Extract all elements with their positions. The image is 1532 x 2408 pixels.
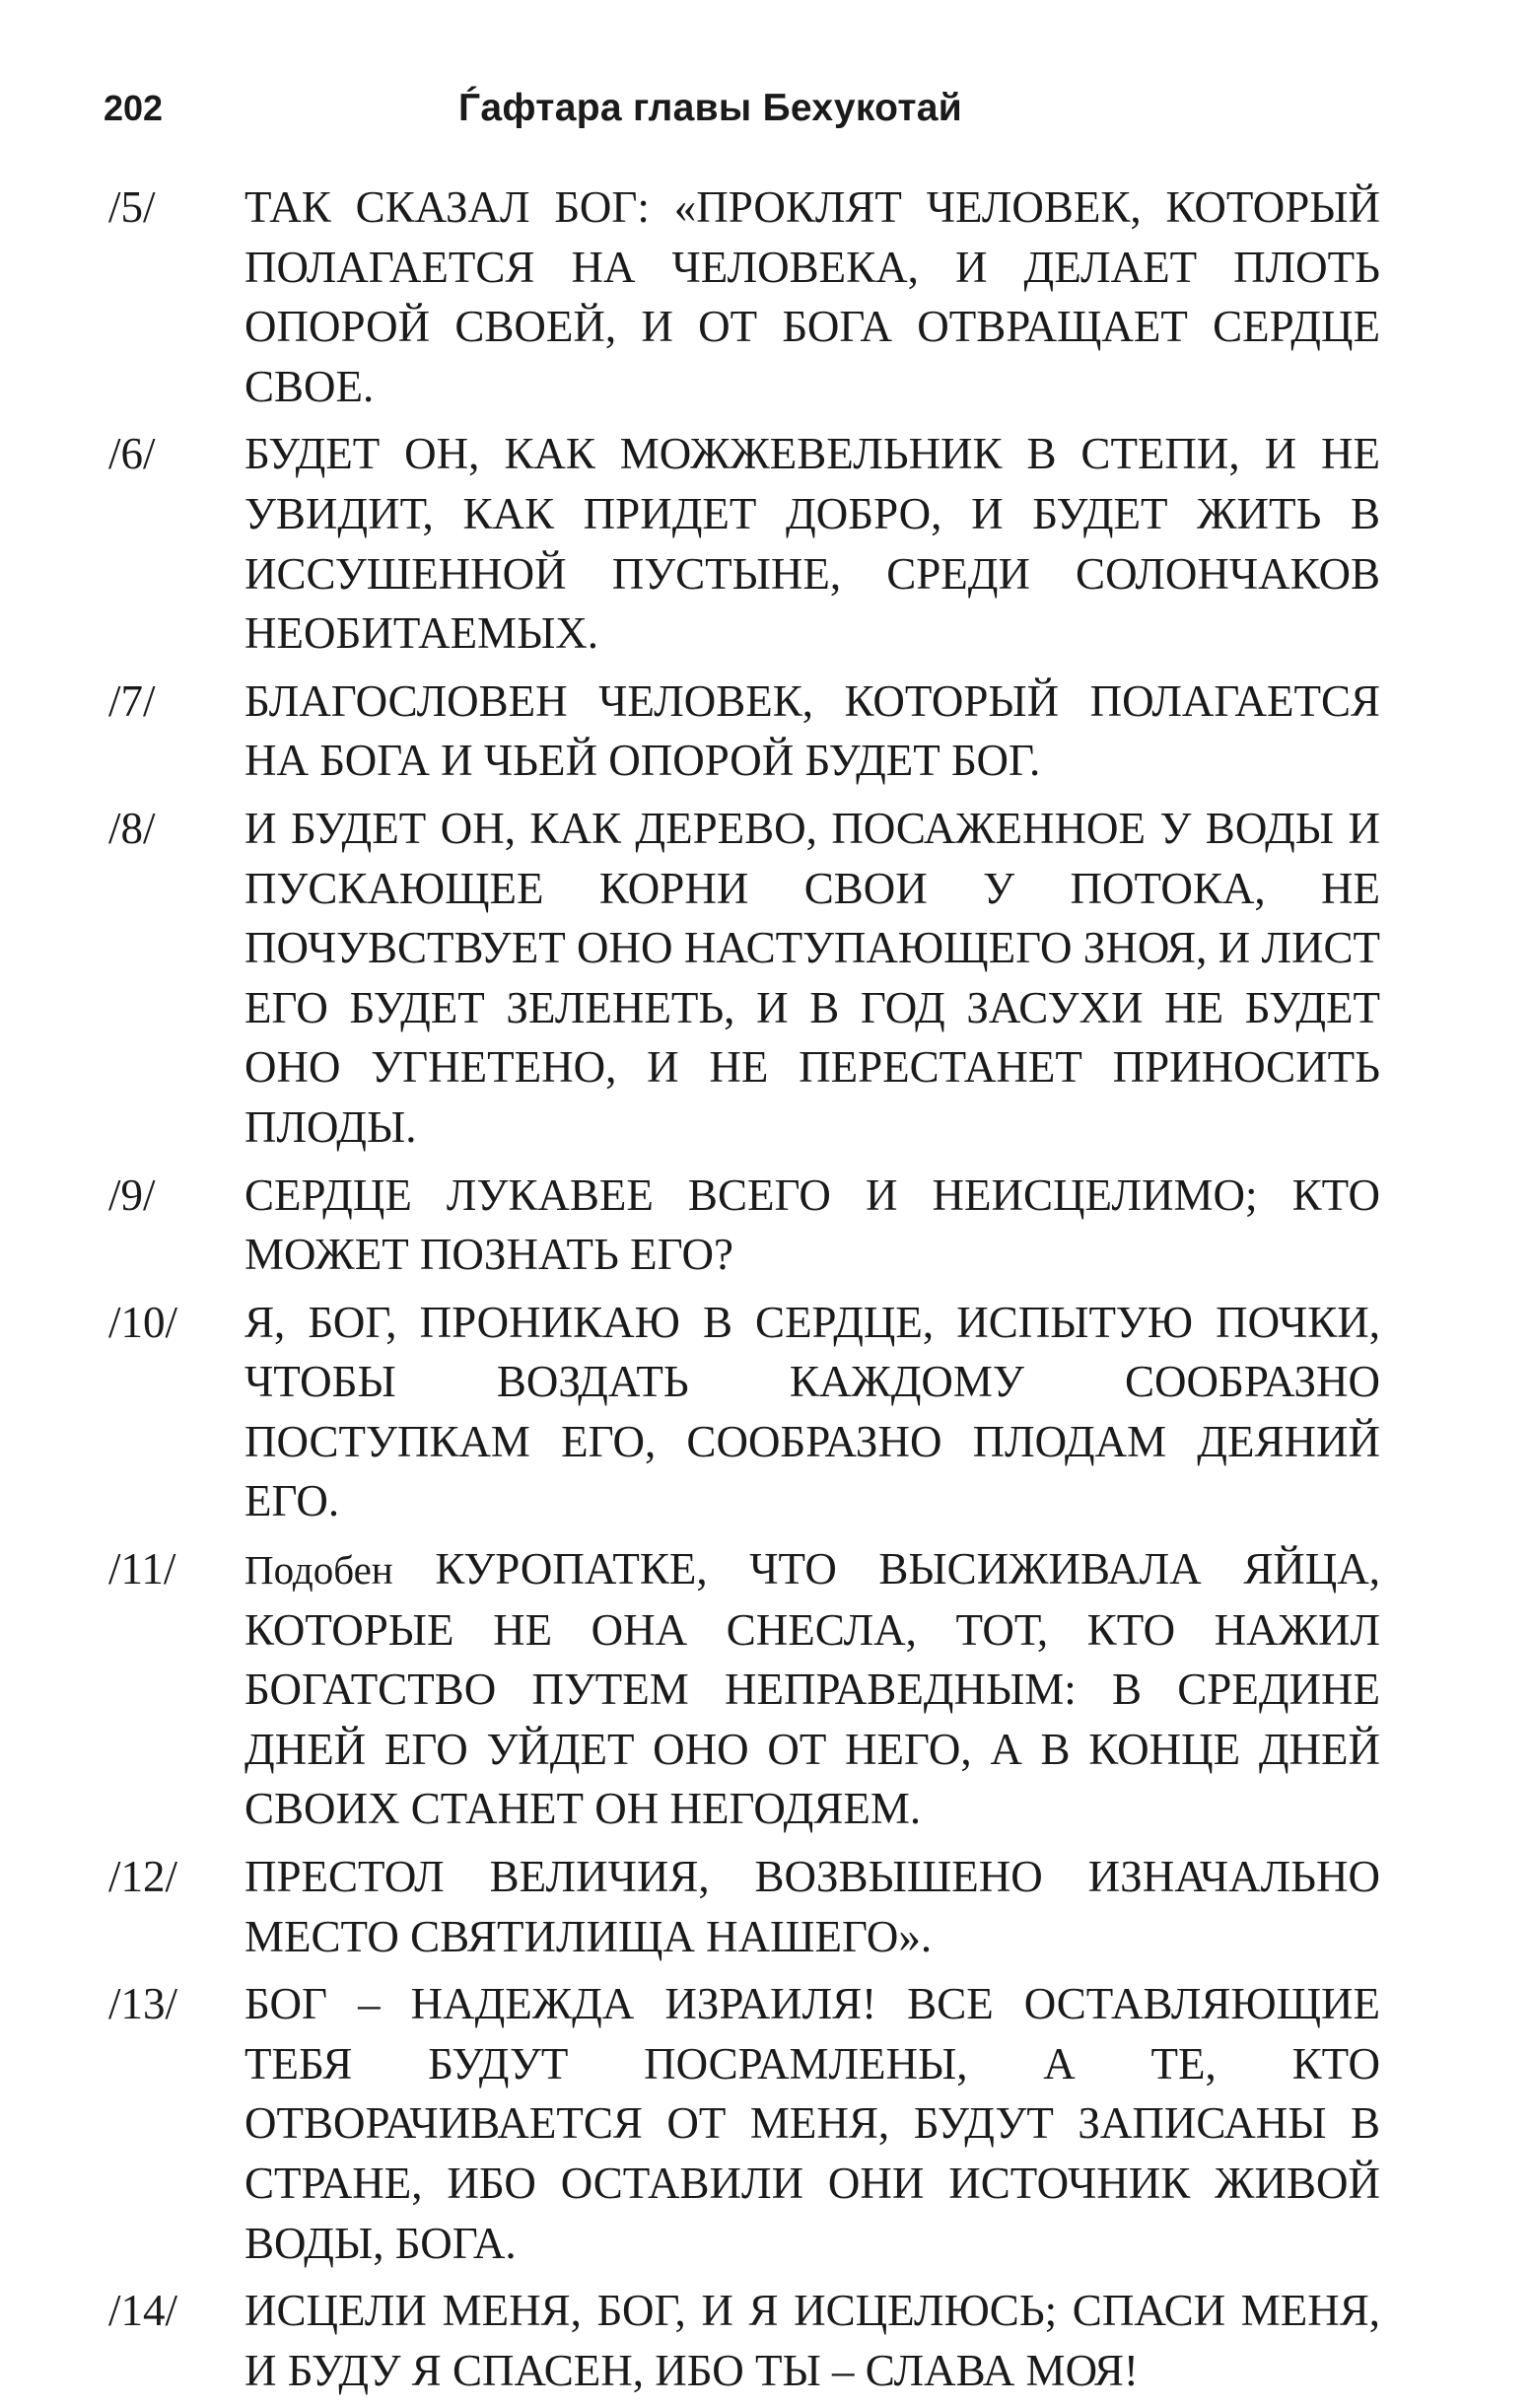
verse-number: /6/ (108, 429, 156, 479)
verse-11 (108, 1539, 1380, 1839)
page-number: 202 (104, 88, 164, 128)
verse-text: Я, БОГ, ПРОНИКАЮ В СЕРДЦЕ, ИСПЫТУЮ ПОЧКИ, ЧТОБЫ ВОЗДАТЬ КАЖДОМУ СООБРАЗНО ПОСТУПКАМ ЕГО, СООБРАЗНО ПЛОДАМ ДЕЯНИЙ ЕГО. (244, 1297, 1380, 1526)
running-title: Ѓафтара главы Бехукотай (458, 87, 962, 129)
verse-number: /10/ (108, 1297, 178, 1347)
verse-text: И БУДЕТ ОН, КАК ДЕРЕВО, ПОСАЖЕННОЕ У ВОДЫ И ПУСКАЮЩЕЕ КОРНИ СВОИ У ПОТОКА, НЕ ПОЧУВСТВУЕТ ОНО НАСТУПАЮЩЕГО ЗНОЯ, И ЛИСТ ЕГО БУДЕТ ЗЕЛЕНЕТЬ, И В ГОД ЗАСУХИ НЕ БУДЕТ ОНО УГНЕТЕНО, И НЕ ПЕРЕСТАНЕТ ПРИНОСИТЬ ПЛОДЫ. (244, 803, 1380, 1152)
verse-number: /5/ (108, 182, 156, 232)
verse-5 (108, 177, 1380, 416)
verse-number: /11/ (108, 1544, 176, 1594)
verse-text: БОГ – НАДЕЖДА ИЗРАИЛЯ! ВСЕ ОСТАВЛЯЮЩИЕ ТЕБЯ БУДУТ ПОСРАМЛЕНЫ, А ТЕ, КТО ОТВОРАЧИВАЕТСЯ ОТ МЕНЯ, БУДУТ ЗАПИСАНЫ В СТРАНЕ, ИБО ОСТАВИЛИ ОНИ ИСТОЧНИК ЖИВОЙ ВОДЫ, БОГА. (244, 1979, 1380, 2268)
verse-lead-word: Подобен (244, 1547, 393, 1594)
verse-number: /8/ (108, 803, 156, 853)
verse-number: /13/ (108, 1979, 178, 2029)
verse-text: ИСЦЕЛИ МЕНЯ, БОГ, И Я ИСЦЕЛЮСЬ; СПАСИ МЕНЯ, И БУДУ Я СПАСЕН, ИБО ТЫ – СЛАВА МОЯ! (244, 2286, 1380, 2395)
verse-text: ПРЕСТОЛ ВЕЛИЧИЯ, ВОЗВЫШЕНО ИЗНАЧАЛЬНО МЕСТО СВЯТИЛИЩА НАШЕГО». (244, 1852, 1380, 1961)
verse-10 (108, 1293, 1380, 1531)
verse-text: ТАК СКАЗАЛ БОГ: «ПРОКЛЯТ ЧЕЛОВЕК, КОТОРЫЙ ПОЛАГАЕТСЯ НА ЧЕЛОВЕКА, И ДЕЛАЕТ ПЛОТЬ ОПОРОЙ СВОЕЙ, И ОТ БОГА ОТВРАЩАЕТ СЕРДЦЕ СВОЕ. (244, 182, 1380, 411)
verse-12 (108, 1847, 1380, 1966)
verse-number: /14/ (108, 2286, 178, 2336)
verse-list (108, 177, 1380, 2408)
verse-text: БУДЕТ ОН, КАК МОЖЖЕВЕЛЬНИК В СТЕПИ, И НЕ УВИДИТ, КАК ПРИДЕТ ДОБРО, И БУДЕТ ЖИТЬ В ИССУШЕННОЙ ПУСТЫНЕ, СРЕДИ СОЛОНЧАКОВ НЕОБИТАЕМЫХ. (244, 429, 1380, 659)
verse-number: /12/ (108, 1852, 178, 1902)
verse-6 (108, 424, 1380, 663)
verse-text (244, 1539, 1380, 1839)
verse-number: /9/ (108, 1169, 156, 1220)
page-header (0, 79, 1532, 138)
verse-number: /7/ (108, 675, 156, 726)
verse-9 (108, 1166, 1380, 1285)
verse-8 (108, 799, 1380, 1158)
verse-text: СЕРДЦЕ ЛУКАВЕЕ ВСЕГО И НЕИСЦЕЛИМО; КТО МОЖЕТ ПОЗНАТЬ ЕГО? (244, 1169, 1380, 1280)
verse-7 (108, 672, 1380, 791)
verse-14 (108, 2281, 1380, 2400)
verse-text-body: КУРОПАТКЕ, ЧТО ВЫСИЖИВАЛА ЯЙЦА, КОТОРЫЕ НЕ ОНА СНЕСЛА, ТОТ, КТО НАЖИЛ БОГАТСТВО ПУТЕМ НЕПРАВЕДНЫМ: В СРЕДИНЕ ДНЕЙ ЕГО УЙДЕТ ОНО ОТ НЕГО, А В КОНЦЕ ДНЕЙ СВОИХ СТАНЕТ ОН НЕГОДЯЕМ. (244, 1544, 1380, 1834)
verse-text: БЛАГОСЛОВЕН ЧЕЛОВЕК, КОТОРЫЙ ПОЛАГАЕТСЯ НА БОГА И ЧЬЕЙ ОПОРОЙ БУДЕТ БОГ. (244, 675, 1380, 786)
verse-13 (108, 1974, 1380, 2273)
